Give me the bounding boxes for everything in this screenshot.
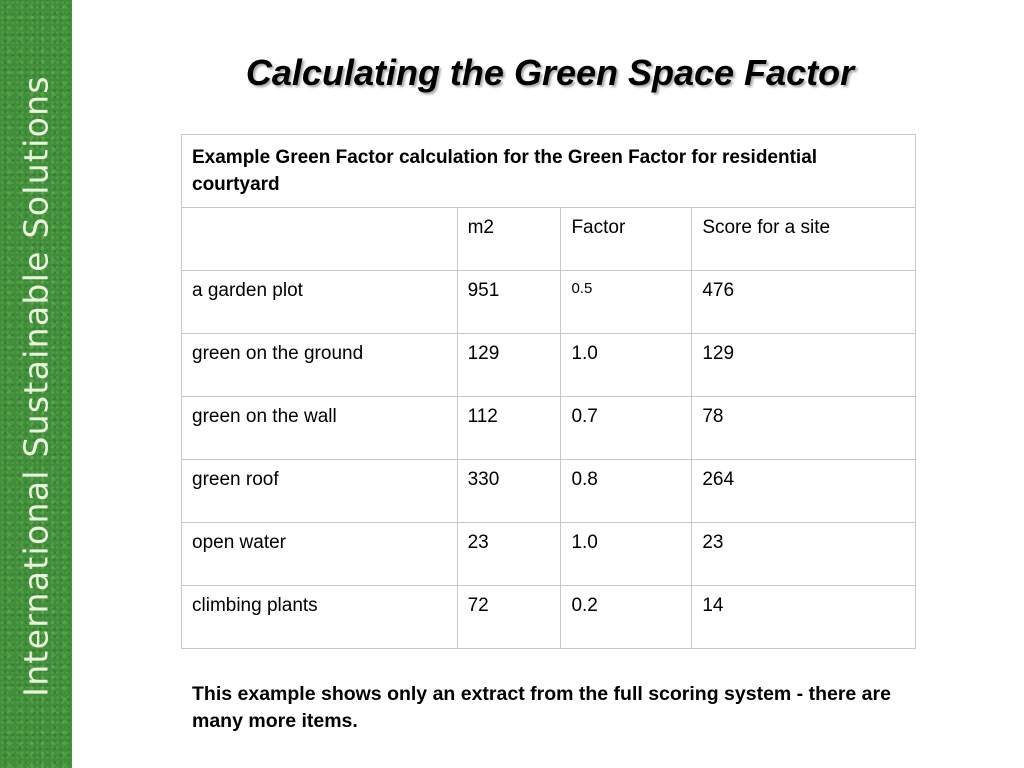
row-factor: 0.7 — [561, 397, 692, 460]
row-score: 129 — [692, 334, 916, 397]
header-cell-score: Score for a site — [692, 208, 916, 271]
row-area: 72 — [457, 586, 561, 649]
row-score: 14 — [692, 586, 916, 649]
row-item: green on the ground — [182, 334, 458, 397]
header-cell-m2: m2 — [457, 208, 561, 271]
row-score: 78 — [692, 397, 916, 460]
row-score: 23 — [692, 523, 916, 586]
row-factor: 1.0 — [561, 523, 692, 586]
table-caption-row — [182, 135, 916, 208]
row-item: green on the wall — [182, 397, 458, 460]
row-area: 129 — [457, 334, 561, 397]
sidebar-banner — [0, 0, 72, 768]
table-row — [182, 460, 916, 523]
table-row — [182, 523, 916, 586]
row-factor: 0.2 — [561, 586, 692, 649]
row-area: 951 — [457, 271, 561, 334]
page-title: Calculating the Green Space Factor — [245, 52, 855, 93]
table-row — [182, 586, 916, 649]
row-item: climbing plants — [182, 586, 458, 649]
row-score: 264 — [692, 460, 916, 523]
sidebar-brand-text: International Sustainable Solutions — [16, 75, 56, 697]
table-row — [182, 271, 916, 334]
row-score: 476 — [692, 271, 916, 334]
row-factor: 0.5 — [561, 271, 692, 334]
header-cell-blank — [182, 208, 458, 271]
table-row — [182, 334, 916, 397]
table-caption: Example Green Factor calculation for the Green Factor for residential courtyard — [182, 135, 916, 208]
row-factor: 1.0 — [561, 334, 692, 397]
row-item: a garden plot — [182, 271, 458, 334]
row-item: open water — [182, 523, 458, 586]
row-item: green roof — [182, 460, 458, 523]
row-factor: 0.8 — [561, 460, 692, 523]
table-row — [182, 397, 916, 460]
green-factor-table — [181, 134, 916, 649]
footnote-text: This example shows only an extract from the full scoring system - there are many more items. — [192, 683, 891, 732]
row-area: 112 — [457, 397, 561, 460]
header-cell-factor: Factor — [561, 208, 692, 271]
row-area: 330 — [457, 460, 561, 523]
row-area: 23 — [457, 523, 561, 586]
table-header-row — [182, 208, 916, 271]
